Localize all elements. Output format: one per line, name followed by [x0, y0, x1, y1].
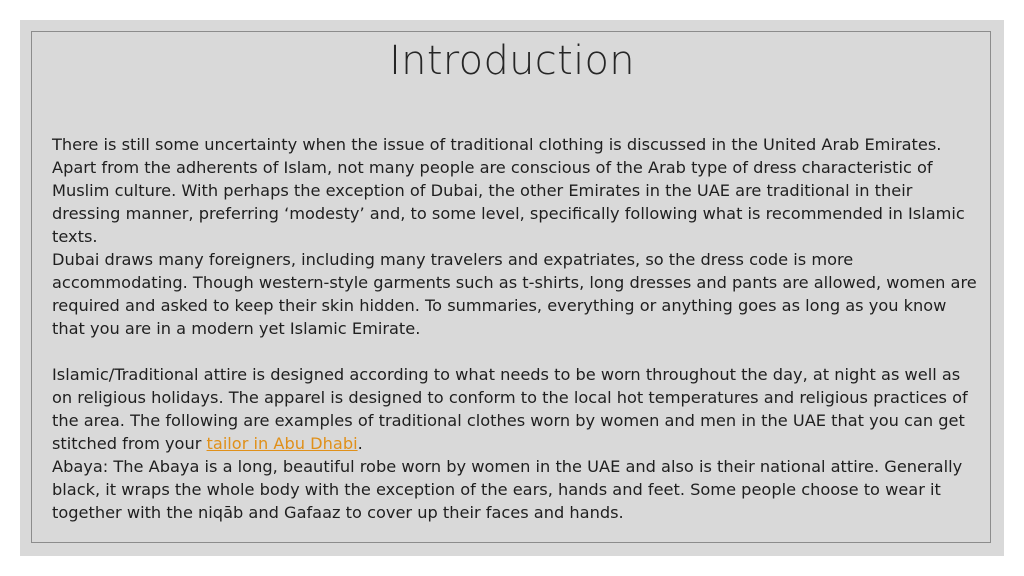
paragraph-islamic-attire [52, 363, 980, 455]
paragraph-islamic-attire-text: Islamic/Traditional attire is designed according to what needs to be worn throughout the day, at night as well as on religious holidays. The apparel is designed to conform to the local hot temperatures and religious practices of the area. The following are examples of traditional clothes worn by women and men in the UAE that you can get stitched from your [52, 365, 968, 453]
slide-body [52, 133, 980, 524]
paragraph-dubai: Dubai draws many foreigners, including many travelers and expatriates, so the dress code is more accommodating. Though western-style garments such as t-shirts, long dresses and pants are allowed, women are required and asked to keep their skin hidden. To summaries, everything or anything goes as long as you know that you are in a modern yet Islamic Emirate. [52, 250, 977, 338]
slide [20, 20, 1004, 556]
tailor-link[interactable]: tailor in Abu Dhabi [206, 434, 358, 453]
paragraph-uncertainty: There is still some uncertainty when the issue of traditional clothing is discussed in the United Arab Emirates. Apart from the adherents of Islam, not many people are conscious of the Arab type of dress characteristic of Muslim culture. With perhaps the exception of Dubai, the other Emirates in the UAE are traditional in their dressing manner, preferring ‘modesty’ and, to some level, specifically following what is recommended in Islamic texts. [52, 135, 965, 246]
slide-title: Introduction [389, 38, 635, 84]
link-suffix: . [357, 434, 363, 453]
paragraph-abaya: Abaya: The Abaya is a long, beautiful robe worn by women in the UAE and also is their national attire. Generally black, it wraps the whole body with the exception of the ears, hands and feet. Some people choose to wear it together with the niqāb and Gafaaz to cover up their faces and hands. [52, 457, 963, 522]
